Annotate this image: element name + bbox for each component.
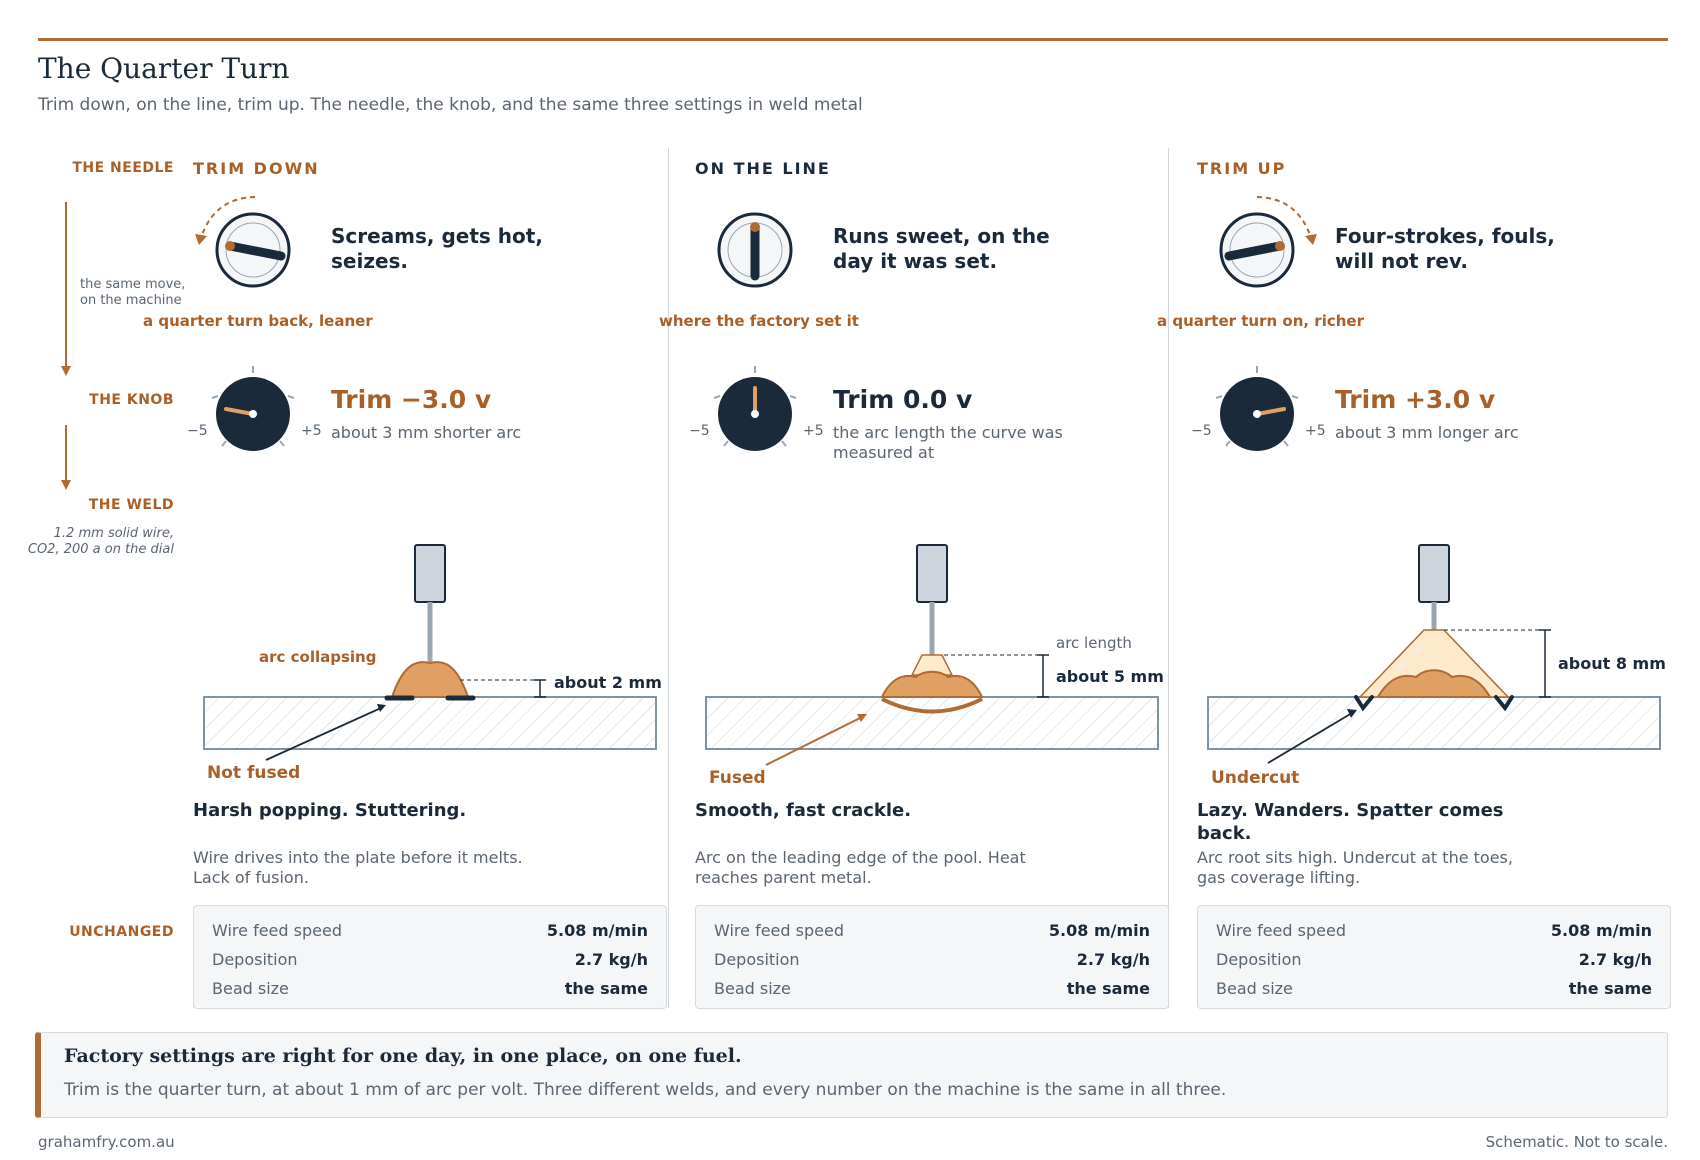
needle-row-note: the same move, on the machine xyxy=(80,277,186,308)
turn-label-on-the-line: where the factory set it xyxy=(659,312,859,330)
footer-note: Schematic. Not to scale. xyxy=(1485,1133,1668,1151)
pointer-label-on-the-line: Fused xyxy=(709,768,766,788)
table-value: the same xyxy=(1568,979,1652,998)
table-row xyxy=(1216,974,1652,1003)
knob-tick-min: −5 xyxy=(1191,423,1212,439)
knob-tick-min: −5 xyxy=(689,423,710,439)
knob-tick-max: +5 xyxy=(803,423,824,439)
weld-heading-on-the-line: Smooth, fast crackle. xyxy=(695,800,912,821)
table-key: Deposition xyxy=(212,950,298,969)
dimension-label-trim-down: about 2 mm xyxy=(554,673,662,692)
knob-tick-max: +5 xyxy=(301,423,322,439)
row-label-unchanged: UNCHANGED xyxy=(69,924,174,940)
table-key: Bead size xyxy=(1216,979,1293,998)
table-key: Bead size xyxy=(714,979,791,998)
table-row xyxy=(714,974,1150,1003)
row-label-needle: THE NEEDLE xyxy=(72,160,174,176)
weld-body-on-the-line: Arc on the leading edge of the pool. Heat reaches parent metal. xyxy=(695,848,1026,887)
column-divider xyxy=(1168,148,1169,1008)
header-rule xyxy=(38,38,1668,41)
table-row xyxy=(714,945,1150,974)
weld-annotation-trim-down: arc collapsing xyxy=(259,648,377,666)
column-heading-on-the-line: ON THE LINE xyxy=(695,159,831,178)
table-value: the same xyxy=(564,979,648,998)
page-subtitle: Trim down, on the line, trim up. The needle, the knob, and the same three settings in weld metal xyxy=(38,95,863,115)
weld-heading-trim-up: Lazy. Wanders. Spatter comes back. xyxy=(1197,800,1504,844)
pointer-label-trim-up: Undercut xyxy=(1211,768,1300,788)
table-value: the same xyxy=(1066,979,1150,998)
table-row xyxy=(1216,916,1652,945)
table-value: 2.7 kg/h xyxy=(574,950,648,969)
trim-label-trim-up: Trim +3.0 v xyxy=(1335,385,1496,414)
table-value: 2.7 kg/h xyxy=(1578,950,1652,969)
dimension-label-on-the-line: about 5 mm xyxy=(1056,667,1164,686)
column-heading-trim-down: TRIM DOWN xyxy=(193,159,320,178)
knob-tick-min: −5 xyxy=(187,423,208,439)
table-key: Bead size xyxy=(212,979,289,998)
pointer-label-trim-down: Not fused xyxy=(207,763,301,783)
knob-tick-max: +5 xyxy=(1305,423,1326,439)
callout-heading: Factory settings are right for one day, in one place, on one fuel. xyxy=(64,1045,742,1067)
table-value: 5.08 m/min xyxy=(546,921,648,940)
column-divider xyxy=(668,148,669,1008)
row-label-weld: THE WELD xyxy=(88,497,174,513)
table-key: Wire feed speed xyxy=(1216,921,1346,940)
row-label-knob: THE KNOB xyxy=(89,392,174,408)
trim-note-trim-up: about 3 mm longer arc xyxy=(1335,423,1519,442)
dimension-label-trim-up: about 8 mm xyxy=(1558,654,1666,673)
weld-row-note: 1.2 mm solid wire, CO2, 200 a on the dial xyxy=(27,526,174,557)
page-title: The Quarter Turn xyxy=(38,52,290,85)
unchanged-table-trim-up xyxy=(1197,905,1671,1009)
trim-note-on-the-line: the arc length the curve was measured at xyxy=(833,423,1063,462)
needle-text-on-the-line: Runs sweet, on the day it was set. xyxy=(833,224,1050,273)
column-heading-trim-up: TRIM UP xyxy=(1197,159,1287,178)
callout-body: Trim is the quarter turn, at about 1 mm of arc per volt. Three different welds, and every number on the machine is the same in all three. xyxy=(64,1080,1227,1100)
table-key: Deposition xyxy=(1216,950,1302,969)
trim-label-on-the-line: Trim 0.0 v xyxy=(833,385,973,414)
table-value: 5.08 m/min xyxy=(1048,921,1150,940)
table-key: Wire feed speed xyxy=(212,921,342,940)
table-row xyxy=(212,945,648,974)
weld-body-trim-down: Wire drives into the plate before it melts. Lack of fusion. xyxy=(193,848,523,887)
unchanged-table-trim-down xyxy=(193,905,667,1009)
weld-body-trim-up: Arc root sits high. Undercut at the toes, gas coverage lifting. xyxy=(1197,848,1513,887)
arc-length-label: arc length xyxy=(1056,634,1132,652)
weld-diagram-trim-up xyxy=(0,0,1,1)
needle-text-trim-up: Four-strokes, fouls, will not rev. xyxy=(1335,224,1555,273)
footer-source: grahamfry.com.au xyxy=(38,1133,175,1151)
table-value: 5.08 m/min xyxy=(1550,921,1652,940)
table-key: Deposition xyxy=(714,950,800,969)
turn-label-trim-down: a quarter turn back, leaner xyxy=(143,312,373,330)
unchanged-table-on-the-line xyxy=(695,905,1169,1009)
table-row xyxy=(1216,945,1652,974)
table-row xyxy=(212,916,648,945)
turn-label-trim-up: a quarter turn on, richer xyxy=(1157,312,1364,330)
trim-label-trim-down: Trim −3.0 v xyxy=(331,385,492,414)
trim-note-trim-down: about 3 mm shorter arc xyxy=(331,423,522,442)
table-row xyxy=(212,974,648,1003)
table-row xyxy=(714,916,1150,945)
table-value: 2.7 kg/h xyxy=(1076,950,1150,969)
weld-heading-trim-down: Harsh popping. Stuttering. xyxy=(193,800,467,821)
needle-text-trim-down: Screams, gets hot, seizes. xyxy=(331,224,543,273)
table-key: Wire feed speed xyxy=(714,921,844,940)
